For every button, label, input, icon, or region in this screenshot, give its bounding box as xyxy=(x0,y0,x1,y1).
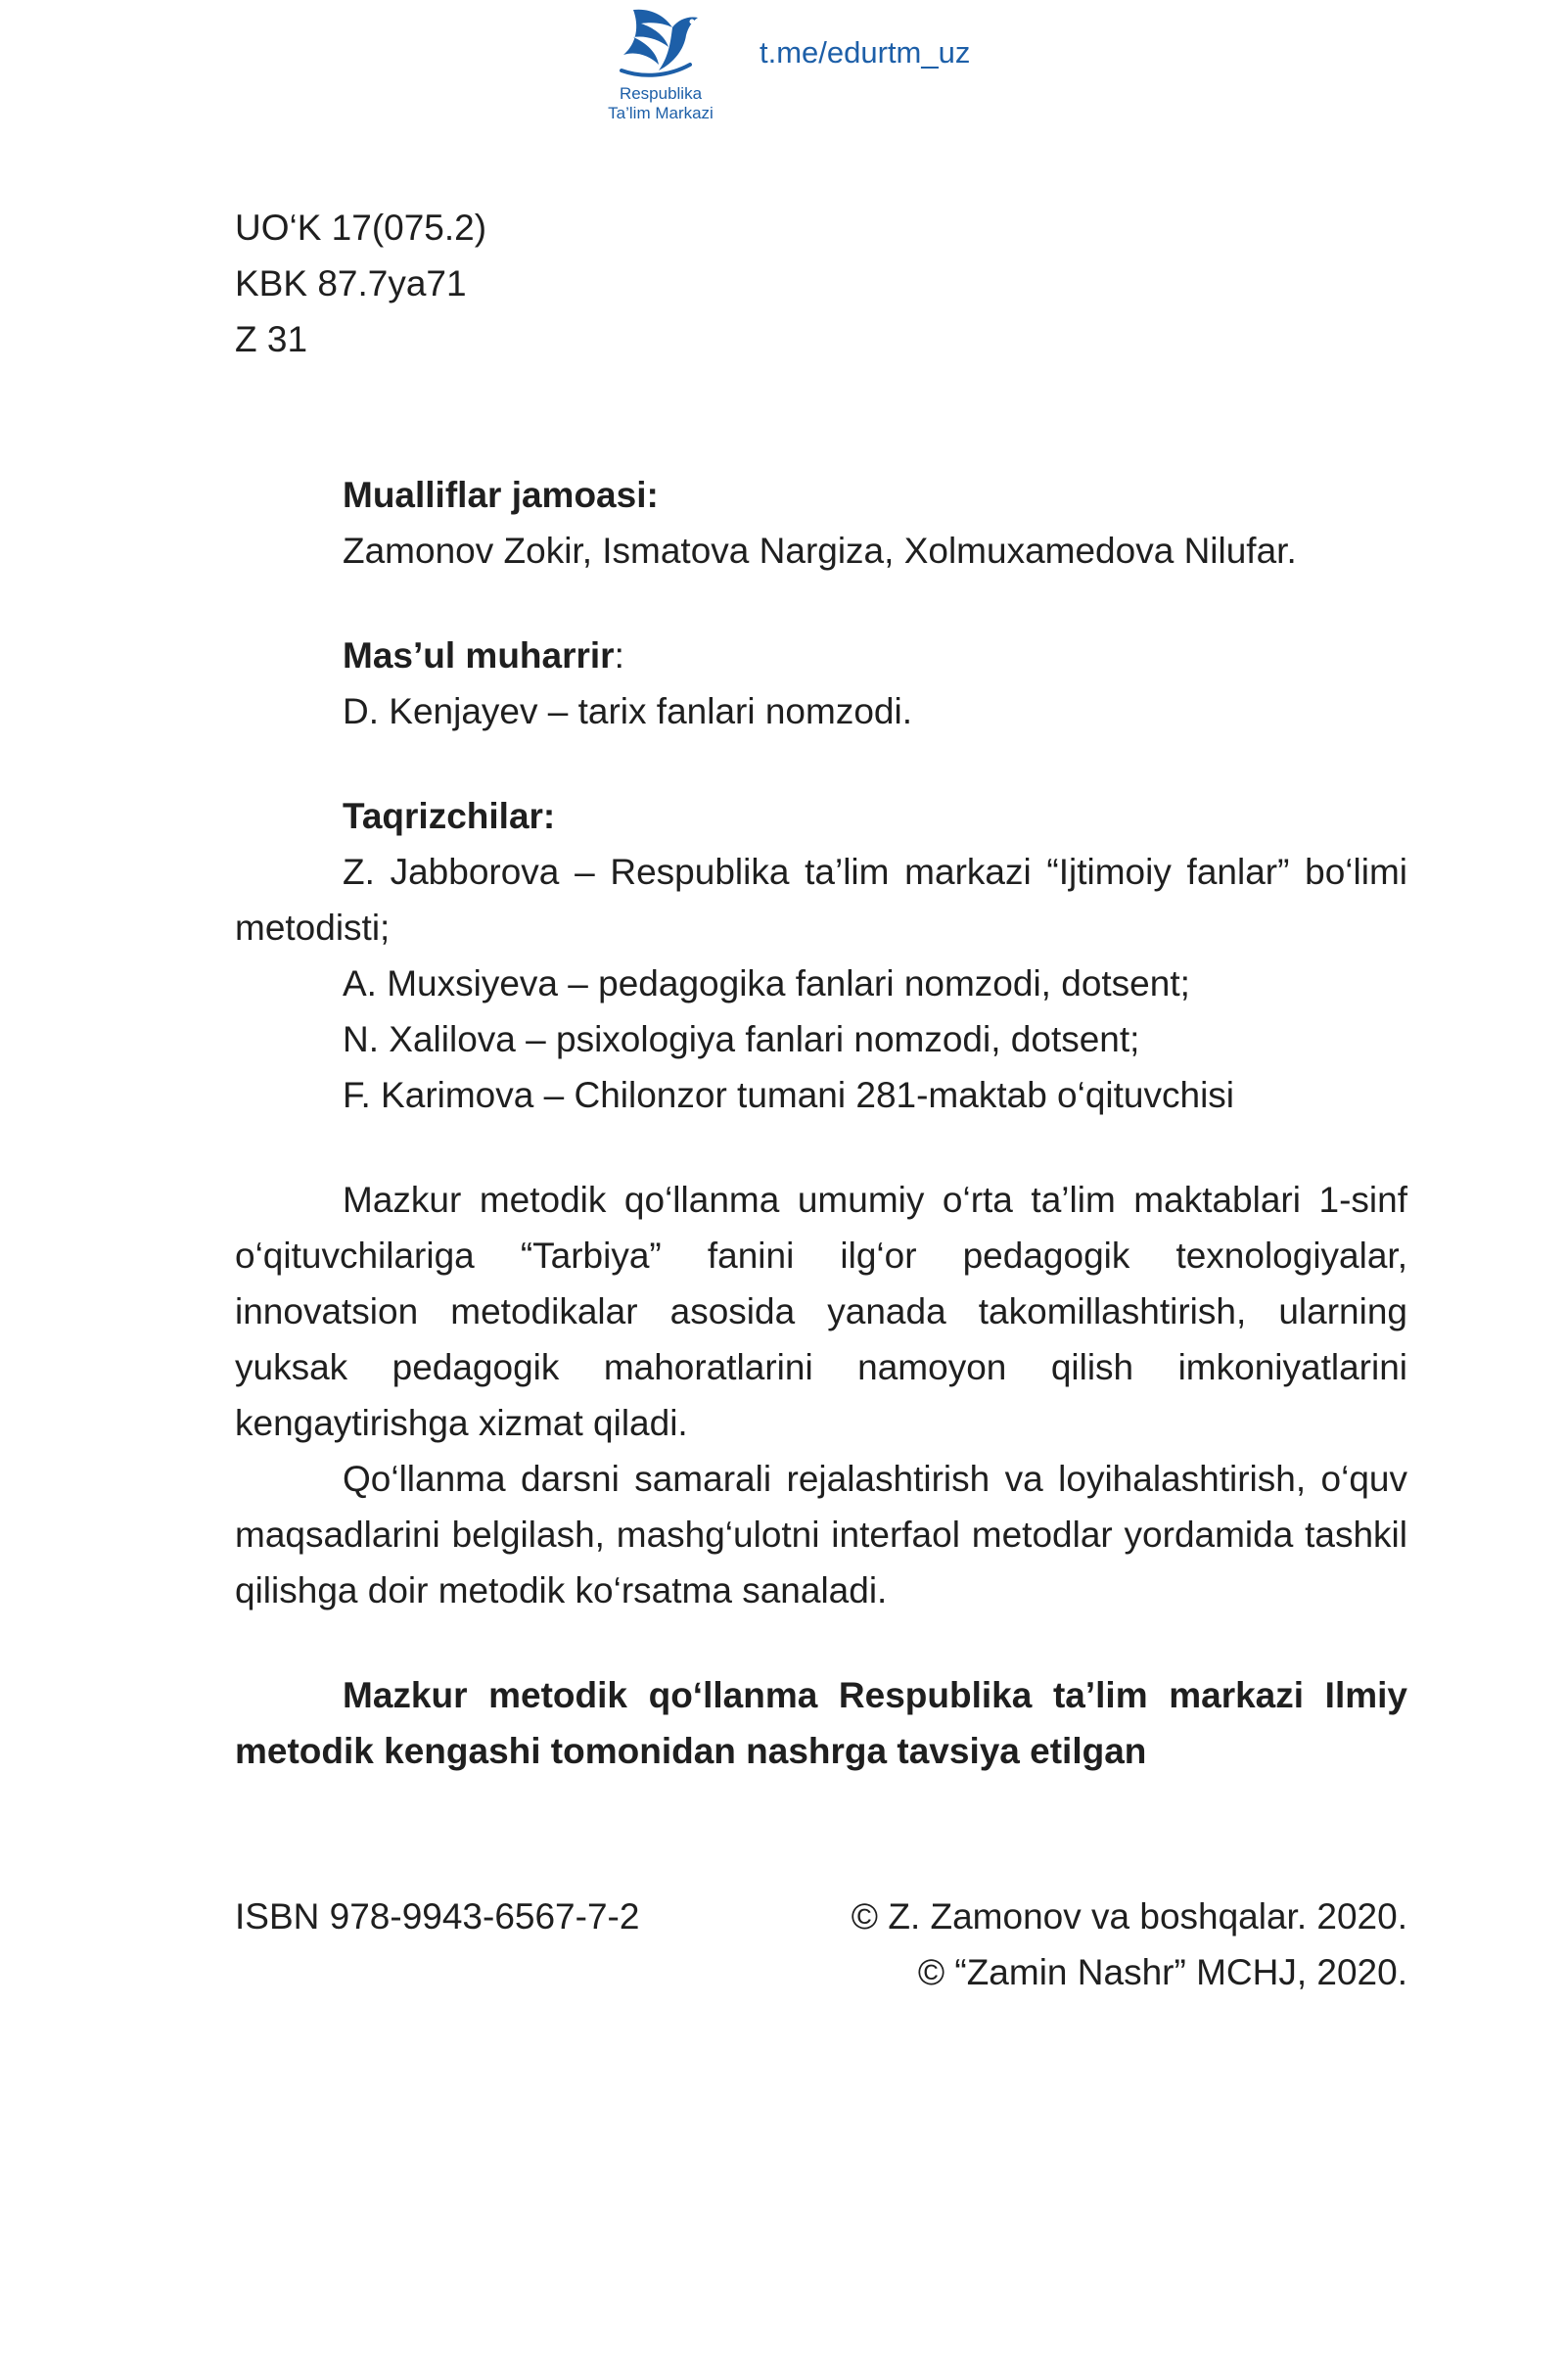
reviewer-item: N. Xalilova – psixologiya fanlari nomzodi, dotsent; xyxy=(343,1019,1140,1059)
logo-line-1: Respublika xyxy=(619,84,703,103)
description-paragraph: Mazkur metodik qo‘llanma umumiy o‘rta ta’lim maktablari 1-sinf o‘qituvchilariga “Tarbiya” fanini ilg‘or pedagogik texnologiyalar, innovatsion metodikalar asosida yanada takomillashtirish, ularning yuksak pedagogik mahoratlarini namoyon qilish imkoniyatlarini kengaytirishga xizmat qiladi. xyxy=(235,1180,1407,1443)
document-body xyxy=(235,200,1407,2000)
kbk-code: KBK 87.7ya71 xyxy=(235,263,467,303)
authors-label: Mualliflar jamoasi: xyxy=(343,475,659,515)
reviewer-item: A. Muxsiyeva – pedagogika fanlari nomzodi, dotsent; xyxy=(343,963,1190,1003)
reviewer-item: F. Karimova – Chilonzor tumani 281-maktab o‘qituvchisi xyxy=(343,1075,1235,1115)
dove-logo-icon xyxy=(614,2,708,82)
editor-heading xyxy=(235,628,1407,683)
logo-line-2: Ta’lim Markazi xyxy=(608,104,714,122)
reviewers-label: Taqrizchilar: xyxy=(343,796,556,836)
copyright-publisher: © “Zamin Nashr” MCHJ, 2020. xyxy=(917,1952,1407,1992)
z-code: Z 31 xyxy=(235,319,308,359)
uok-code: UO‘K 17(075.2) xyxy=(235,208,487,248)
recommendation-text: Mazkur metodik qo‘llanma Respublika ta’lim markazi Ilmiy metodik kengashi tomonidan nashrga tavsiya etilgan xyxy=(235,1675,1407,1771)
description-paragraph: Qo‘llanma darsni samarali rejalashtirish va loyihalashtirish, o‘quv maqsadlarini belgilash, mashg‘ulotni interfaol metodlar yordamida tashkil qilishga doir metodik ko‘rsatma sanaladi. xyxy=(235,1459,1407,1610)
copyright-authors: © Z. Zamonov va boshqalar. 2020. xyxy=(851,1896,1407,1937)
editor-label: Mas’ul muharrir xyxy=(343,635,615,676)
authors-names: Zamonov Zokir, Ismatova Nargiza, Xolmuxamedova Nilufar. xyxy=(343,531,1297,571)
isbn: ISBN 978-9943-6567-7-2 xyxy=(235,1896,640,1937)
reviewer-item: Z. Jabborova – Respublika ta’lim markazi “Ijtimoiy fanlar” bo‘limi metodisti; xyxy=(235,852,1407,948)
telegram-link[interactable]: t.me/edurtm_uz xyxy=(760,35,971,70)
footer-row xyxy=(235,1889,1407,1944)
rtm-logo xyxy=(587,2,734,123)
editor-name: D. Kenjayev – tarix fanlari nomzodi. xyxy=(343,691,912,731)
editor-colon: : xyxy=(614,635,624,676)
